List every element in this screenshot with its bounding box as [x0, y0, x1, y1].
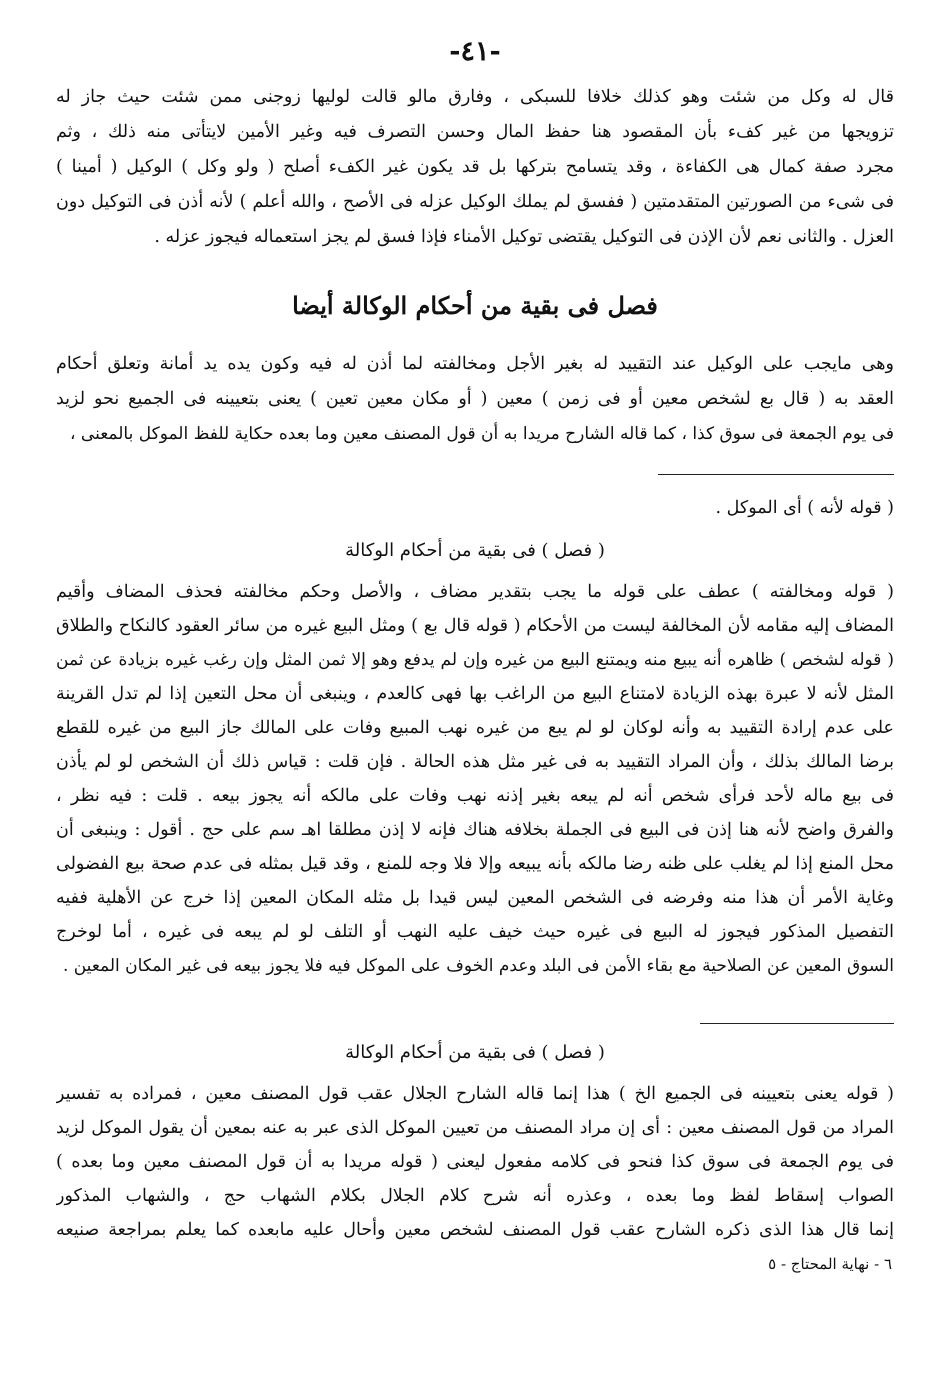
gloss-line: ( قوله ومخالفته ) عطف على قوله ما يجب بتقدير مضاف ، والأصل وحكم مخالفته فحذف المضاف وأقيم — [56, 582, 894, 602]
gloss-line: المضاف إليه مقامه لأن المخالفة ليست من الأحكام ( قوله قال بع ) ومثل البيع غيره من سائر العقود كالنكاح والطلاق — [56, 616, 894, 636]
gloss-line: فى بيع ماله لأحد فرأى شخص أنه لم يبعه بغير إذنه نهب وفات على مالكه أنه يجوز بيعه . قلت : فيه نظر ، — [56, 786, 894, 806]
section-heading: فصل فى بقية من أحكام الوكالة أيضا — [292, 291, 658, 320]
gloss-line: ( قوله لأنه ) أى الموكل . — [715, 498, 894, 518]
page-number: -٤١- — [449, 36, 501, 67]
gloss-line: محل المنع إذا لم يغلب على ظنه رضا مالكه بأنه يبيعه وإلا فلا وجه للمنع ، وقد قيل بمثله فى عدم صحة بيع الفضولى — [56, 854, 894, 874]
main-text-line: فى شىء من الصورتين المتقدمتين ( ففسق لم يملك الوكيل عزله فى الأصح ، والله أعلم ) لأنه أذن فى التوكيل دون — [56, 192, 894, 212]
gloss-line: المثل لأنه لا عبرة بهذه الزيادة لامتناع البيع من الراغب بها فهى كالعدم ، وينبغى أن محل التعين إذا لم تدل القرينة — [56, 684, 894, 704]
section-text-line: فى يوم الجمعة فى سوق كذا ، كما قاله الشارح مريدا به أن قول المصنف معين وما بعده حكاية للفظ الموكل بالمعنى ، — [70, 424, 894, 444]
gloss-line: إنما قال هذا الذى ذكره الشارح عقب قول المصنف لشخص معين وأحال عليه مابعده كما يعلم بمراجعة صنيعه — [56, 1220, 894, 1240]
section-text-line: وهى مايجب على الوكيل عند التقييد له بغير الأجل ومخالفته لما أذن له فيه وكون يده يد أمانة وتعلق أحكام — [56, 354, 894, 374]
gloss-line: الصواب إسقاط لفظ وما بعده ، وعذره أنه شرح كلام الجلال بكلام الشهاب حج ، والشهاب المذكور — [56, 1186, 894, 1206]
footnote-rule — [658, 474, 894, 475]
page-footer-signature: ٦ - نهاية المحتاج - ٥ — [768, 1255, 892, 1273]
gloss-line: المراد من قول المصنف معين : أى إن مراد المصنف من تعيين الموكل الذى عبر به عنه بمعين أن يقول الموكل لزيد — [56, 1118, 894, 1138]
gloss-heading: ( فصل ) فى بقية من أحكام الوكالة — [345, 540, 605, 561]
main-text-line: تزويجها من غير كفء بأن المقصود هنا حفظ المال وحسن التصرف فيه وغير الأمين لايتأتى منه ذلك ، وثم — [56, 122, 894, 142]
gloss-line: وغاية الأمر أن هذا منه وفرضه فى الشخص المعين ليس قيدا بل مثله المكان المعين إذا خرج عن الأهلية ففيه — [56, 888, 894, 908]
gloss-line: التفصيل المذكور فيجوز له البيع فى غيره حيث خيف عليه النهب أو التلف لو لم يبعه فى غيره ، أما لوخرج — [56, 922, 894, 942]
gloss-line: فى يوم الجمعة فى سوق كذا فنحو فى كلامه مفعول ليعنى ( قوله مريدا به أن قول المصنف معين وما بعده ) — [56, 1152, 894, 1172]
main-text-line: العزل . والثانى نعم لأن الإذن فى التوكيل يقتضى توكيل الأمناء فإذا فسق لم يجز استعماله فيجوز عزله . — [154, 227, 894, 247]
gloss-line: برضا المالك بذلك ، وأن المراد التقييد به فى غير مثل هذه الحالة . فإن قلت : قياس ذلك أن الشخص لو لم يأذن — [56, 752, 894, 772]
main-text-line: مجرد صفة كمال هى الكفاءة ، وقد يتسامح بتركها بل قد يكون غير الكفء أصلح ( ولو وكل ) الوكيل ( أمينا ) — [56, 157, 894, 177]
footnote-rule — [700, 1023, 894, 1024]
section-text-line: العقد به ( قال بع لشخص معين أو فى زمن ) معين ( أو مكان معين تعين ) يعنى بتعيينه فى الجميع نحو لزيد — [56, 389, 894, 409]
main-text-line: قال له وكل من شئت وهو كذلك خلافا للسبكى ، وفارق مالو قالت لوليها زوجنى ممن شئت حيث جاز له — [56, 87, 894, 107]
gloss-line: السوق المعين عن الصلاحية مع بقاء الأمن فى البلد وعدم الخوف على الموكل فيه فلا يجوز بيعه فى غير المكان المعين . — [62, 956, 894, 976]
gloss-heading: ( فصل ) فى بقية من أحكام الوكالة — [345, 1042, 605, 1063]
gloss-line: ( قوله يعنى بتعيينه فى الجميع الخ ) هذا إنما قاله الشارح الجلال عقب قول المصنف معين ، فمراده به تفسير — [56, 1084, 894, 1104]
gloss-line: والفرق واضح لأنه هنا إذن فى البيع فى الجملة بخلافه هناك فإنه لا إذن مطلقا اهـ سم على حج . أقول : وينبغى أن — [56, 820, 894, 840]
gloss-line: ( قوله لشخص ) ظاهره أنه يبيع منه ويمتنع البيع من غيره وإن لم يدفع وهو إلا ثمن المثل وإن رغب غيره بزيادة عن ثمن — [56, 650, 894, 670]
gloss-line: على عدم إرادة التقييد به وأنه لوكان لو لم يبع من غيره نهب المبيع وفات على المالك جاز البيع من غيره للقطع — [56, 718, 894, 738]
